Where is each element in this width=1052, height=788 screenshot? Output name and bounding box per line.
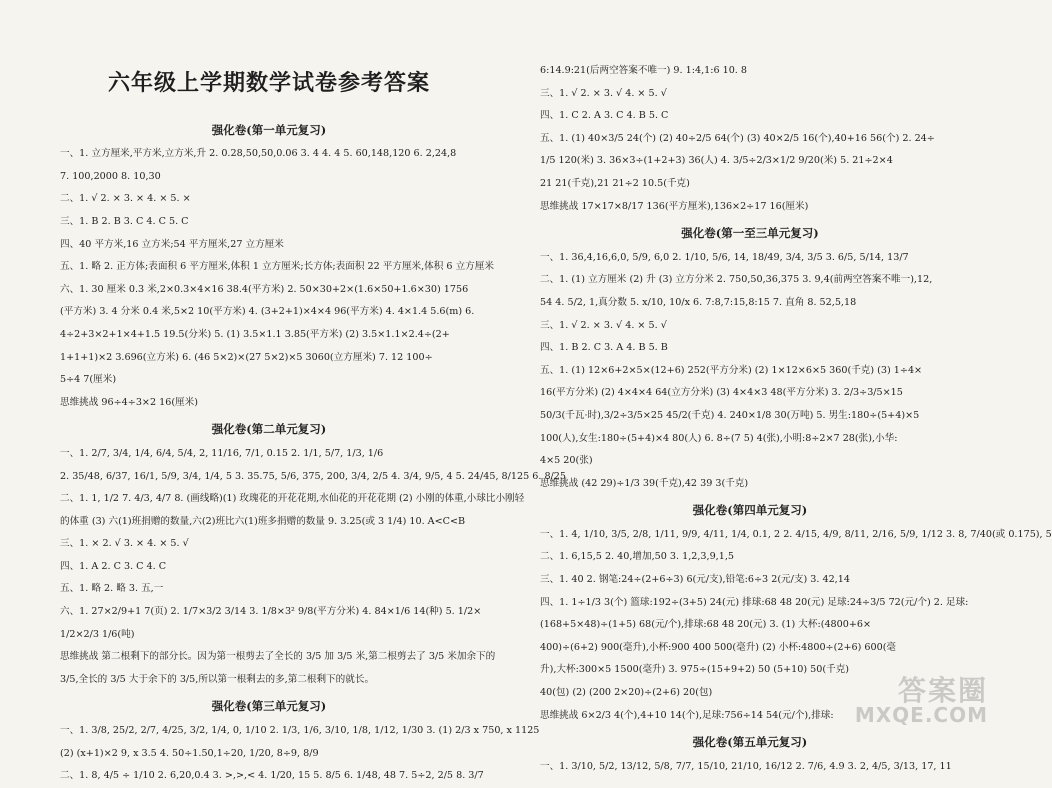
answer-line: 五、1. 略 2. 略 3. 五,一 [60,583,164,595]
section-title: 强化卷(第二单元复习) [211,422,327,437]
answer-line: 六、1. 27×2/9+1 7(页) 2. 1/7×3/2 3/14 3. 1/8×3² 9/8(平方分米) 4. 84×1/6 14(种) 5. 1/2× [60,606,482,618]
section-unit1-3 [540,222,960,495]
section-unit3 [60,695,540,787]
answer-line: 六、1. 30 厘米 0.3 米,2×0.3×4×16 38.4(平方米) 2. 50×30+2×(1.6×50+1.6×30) 1756 [60,283,469,295]
answer-line: 400)÷(6+2) 900(毫升),小杯:900 400 500(毫升) (2) 小杯:4800÷(2+6) 600(毫 [540,641,897,653]
answer-line: 40(包) (2) (200 2×20)÷(2+6) 20(包) [540,687,713,699]
answer-line: 一、1. 2/7, 3/4, 1/4, 6/4, 5/4, 2, 11/16, 7/1, 0.15 2. 1/1, 5/7, 1/3, 1/6 [60,447,384,459]
answer-line: 21 21(千克),21 21÷2 10.5(千克) [540,177,690,189]
answer-line: 100(人),女生:180÷(5+4)×4 80(人) 6. 8÷(7 5) 4(张),小明:8÷2×7 28(张),小华: [540,432,898,444]
answer-line: 五、1. 略 2. 正方体;表面积 6 平方厘米,体积 1 立方厘米;长方体;表面积 22 平方厘米,体积 6 立方厘米 [60,261,494,273]
answer-line: 16(平方分米) (2) 4×4×4 64(立方分米) (3) 4×4×3 48(平方分米) 3. 2/3÷3/5×15 [540,387,903,399]
section-unit5 [540,731,960,778]
answer-line: 6:14.9:21(后两空答案不唯一) 9. 1:4,1:6 10. 8 [540,65,748,76]
answer-line: 二、1. 1, 1/2 7. 4/3, 4/7 8. (画线略)(1) 玫瑰花的开花花期,水仙花的开花花期 (2) 小刚的体重,小球比小刚轻 [60,493,525,505]
answer-line: (2) (x+1)×2 9, x 3.5 4. 50÷1.50,1÷20, 1/20, 8÷9, 8/9 [60,747,319,759]
watermark-url: MXQE.COM [854,703,988,727]
answer-line: 50/3(千瓦·时),3/2÷3/5×25 45/2(千克) 4. 240×1/8 30(万吨) 5. 男生:180÷(5+4)×5 [540,409,920,421]
answer-line: 三、1. √ 2. × 3. √ 4. × 5. √ [540,319,667,331]
answer-line: 四、1. A 2. C 3. C 4. C [60,560,167,572]
answer-line: 二、1. 6,15,5 2. 40,增加,50 3. 1,2,3,9,1,5 [540,551,734,563]
answer-line: 1/2×2/3 1/6(吨) [60,628,135,640]
answer-line: (平方米) 3. 4 分米 0.4 米,5×2 10(平方米) 4. (3+2+1)×4×4 96(平方米) 4. 4×1.4 5.6(m) 6. [60,306,475,318]
answer-line: (168+5×48)÷(1+5) 68(元/个),排球:68 48 20(元) 3. (1) 大杯:(4800+6× [540,619,872,631]
answer-line: 5÷4 7(厘米) [60,374,117,386]
answer-line: 54 4. 5/2, 1,真分数 5. x/10, 10/x 6. 7:8,7:15,8:15 7. 直角 8. 52,5,18 [540,296,857,308]
watermark-logo [854,674,988,727]
section-unit1 [60,119,494,415]
section-unit2 [60,418,566,691]
challenge-line: 思维挑战 96÷4÷3×2 16(厘米) [60,396,198,408]
answer-line: 三、1. B 2. B 3. C 4. C 5. C [60,215,189,227]
answer-line: 一、1. 4, 1/10, 3/5, 2/8, 1/11, 9/9, 4/11, 1/4, 0.1, 2 2. 4/15, 4/9, 8/11, 2/16, 5/9, 1/12 3. 8, 7/40(或 0.175), 5 [540,528,1052,540]
right-column [540,0,1052,778]
answer-line: 1+1+1)×2 3.696(立方米) 6. (46 5×2)×(27 5×2)×5 3060(立方厘米) 7. 12 100÷ [60,351,433,363]
answer-line: 一、1. 3/10, 5/2, 13/12, 5/8, 7/7, 15/10, 21/10, 16/12 2. 7/6, 4.9 3. 2, 4/5, 3/13, 17, 11 [540,760,952,772]
watermark-text: 答案圈 [897,674,988,707]
answer-line: 升),大杯:300×5 1500(毫升) 3. 975÷(15+9+2) 50 (5+10) 50(千克) [540,664,850,676]
section-title: 强化卷(第一至三单元复习) [681,226,819,241]
answer-line: 一、1. 立方厘米,平方米,立方米,升 2. 0.28,50,50,0.06 3. 4 4. 4 5. 60,148,120 6. 2,24,8 [60,148,457,160]
answer-line: 2. 35/48, 6/37, 16/1, 5/9, 3/4, 1/4, 5 3. 35.75, 5/6, 375, 200, 3/4, 2/5 4. 3/4, 9/5, 4 5. 24/45, 8/125 6. 8/25 [60,470,566,482]
challenge-line: 思维挑战 6×2/3 4(个),4+10 14(个),足球:756÷14 54(元/个),排球: [540,709,834,721]
answer-line: 一、1. 3/8, 25/2, 2/7, 4/25, 3/2, 1/4, 0, 1/10 2. 1/3, 1/6, 3/10, 1/8, 1/12, 1/30 3. (1) 2/3 x 750, x 1125 [60,725,540,737]
section-unit3-continued [540,60,960,218]
document-title: 六年级上学期数学试卷参考答案 [107,70,430,96]
section-title: 强化卷(第五单元复习) [692,735,808,750]
section-title: 强化卷(第三单元复习) [211,699,327,714]
left-column [60,0,566,788]
challenge-line: 3/5,全长的 3/5 大于余下的 3/5,所以第一根剩去的多,第二根剩下的就长。 [60,673,375,685]
answer-line: 五、1. (1) 40×3/5 24(个) (2) 40÷2/5 64(个) (3) 40×2/5 16(个),40+16 56(个) 2. 24÷ [540,132,935,144]
challenge-line: 思维挑战 17×17×8/17 136(平方厘米),136×2÷17 16(厘米) [540,200,809,212]
answer-line: 三、1. √ 2. × 3. √ 4. × 5. √ [540,87,667,99]
answer-line: 1/5 120(米) 3. 36×3÷(1+2+3) 36(人) 4. 3/5÷2/3×1/2 9/20(米) 5. 21÷2×4 [540,155,893,167]
answer-line: 五、1. (1) 12×6+2×5×(12+6) 252(平方分米) (2) 1×12×6×5 360(千克) (3) 1÷4× [540,364,923,376]
answer-line: 三、1. × 2. √ 3. × 4. × 5. √ [60,538,189,550]
section-title: 强化卷(第一单元复习) [211,122,327,137]
answer-line: 7. 100,2000 8. 10,30 [60,170,161,182]
answer-line: 四、1. 1÷1/3 3(个) 篮球:192÷(3+5) 24(元) 排球:68 48 20(元) 足球:24÷3/5 72(元/个) 2. 足球: [540,596,969,608]
answer-line: 4÷2+3×2+1×4+1.5 19.5(分米) 5. (1) 3.5×1.1 3.85(平方米) (2) 3.5×1.1×2.4÷(2+ [60,328,450,340]
answer-line: 三、1. 40 2. 钢笔:24÷(2+6÷3) 6(元/支),铅笔:6÷3 2(元/支) 3. 42,14 [540,574,850,586]
answer-line: 四、1. B 2. C 3. A 4. B 5. B [540,342,668,354]
challenge-line: 思维挑战 第二根剩下的部分长。因为第一根剪去了全长的 3/5 加 3/5 米,第二根剪去了 3/5 米加余下的 [60,651,496,663]
challenge-line: 思维挑战 (42 29)÷1/3 39(千克),42 39 3(千克) [540,477,749,489]
answer-line: 4×5 20(张) [540,455,593,467]
answer-line: 四、1. C 2. A 3. C 4. B 5. C [540,110,669,122]
answer-line: 的体重 (3) 六(1)班捐赠的数量,六(2)班比六(1)班多捐赠的数量 9. 3.25(或 3 1/4) 10. A<C<B [60,515,466,527]
section-title: 强化卷(第四单元复习) [692,503,808,518]
answer-line: 二、1. (1) 立方厘米 (2) 升 (3) 立方分米 2. 750,50,36,375 3. 9,4(前两空答案不唯一),12, [540,274,933,286]
answer-line: 二、1. 8, 4/5 ÷ 1/10 2. 6,20,0.4 3. >,>,< 4. 1/20, 15 5. 8/5 6. 1/48, 48 7. 5÷2, 2/5 8. 3/7 [60,770,484,782]
answer-line: 一、1. 36,4,16,6,0, 5/9, 6,0 2. 1/10, 5/6, 14, 18/49, 3/4, 3/5 3. 6/5, 5/14, 13/7 [540,251,909,263]
answer-line: 二、1. √ 2. × 3. × 4. × 5. × [60,193,191,205]
answer-line: 四、40 平方米,16 立方米;54 平方厘米,27 立方厘米 [60,238,284,250]
